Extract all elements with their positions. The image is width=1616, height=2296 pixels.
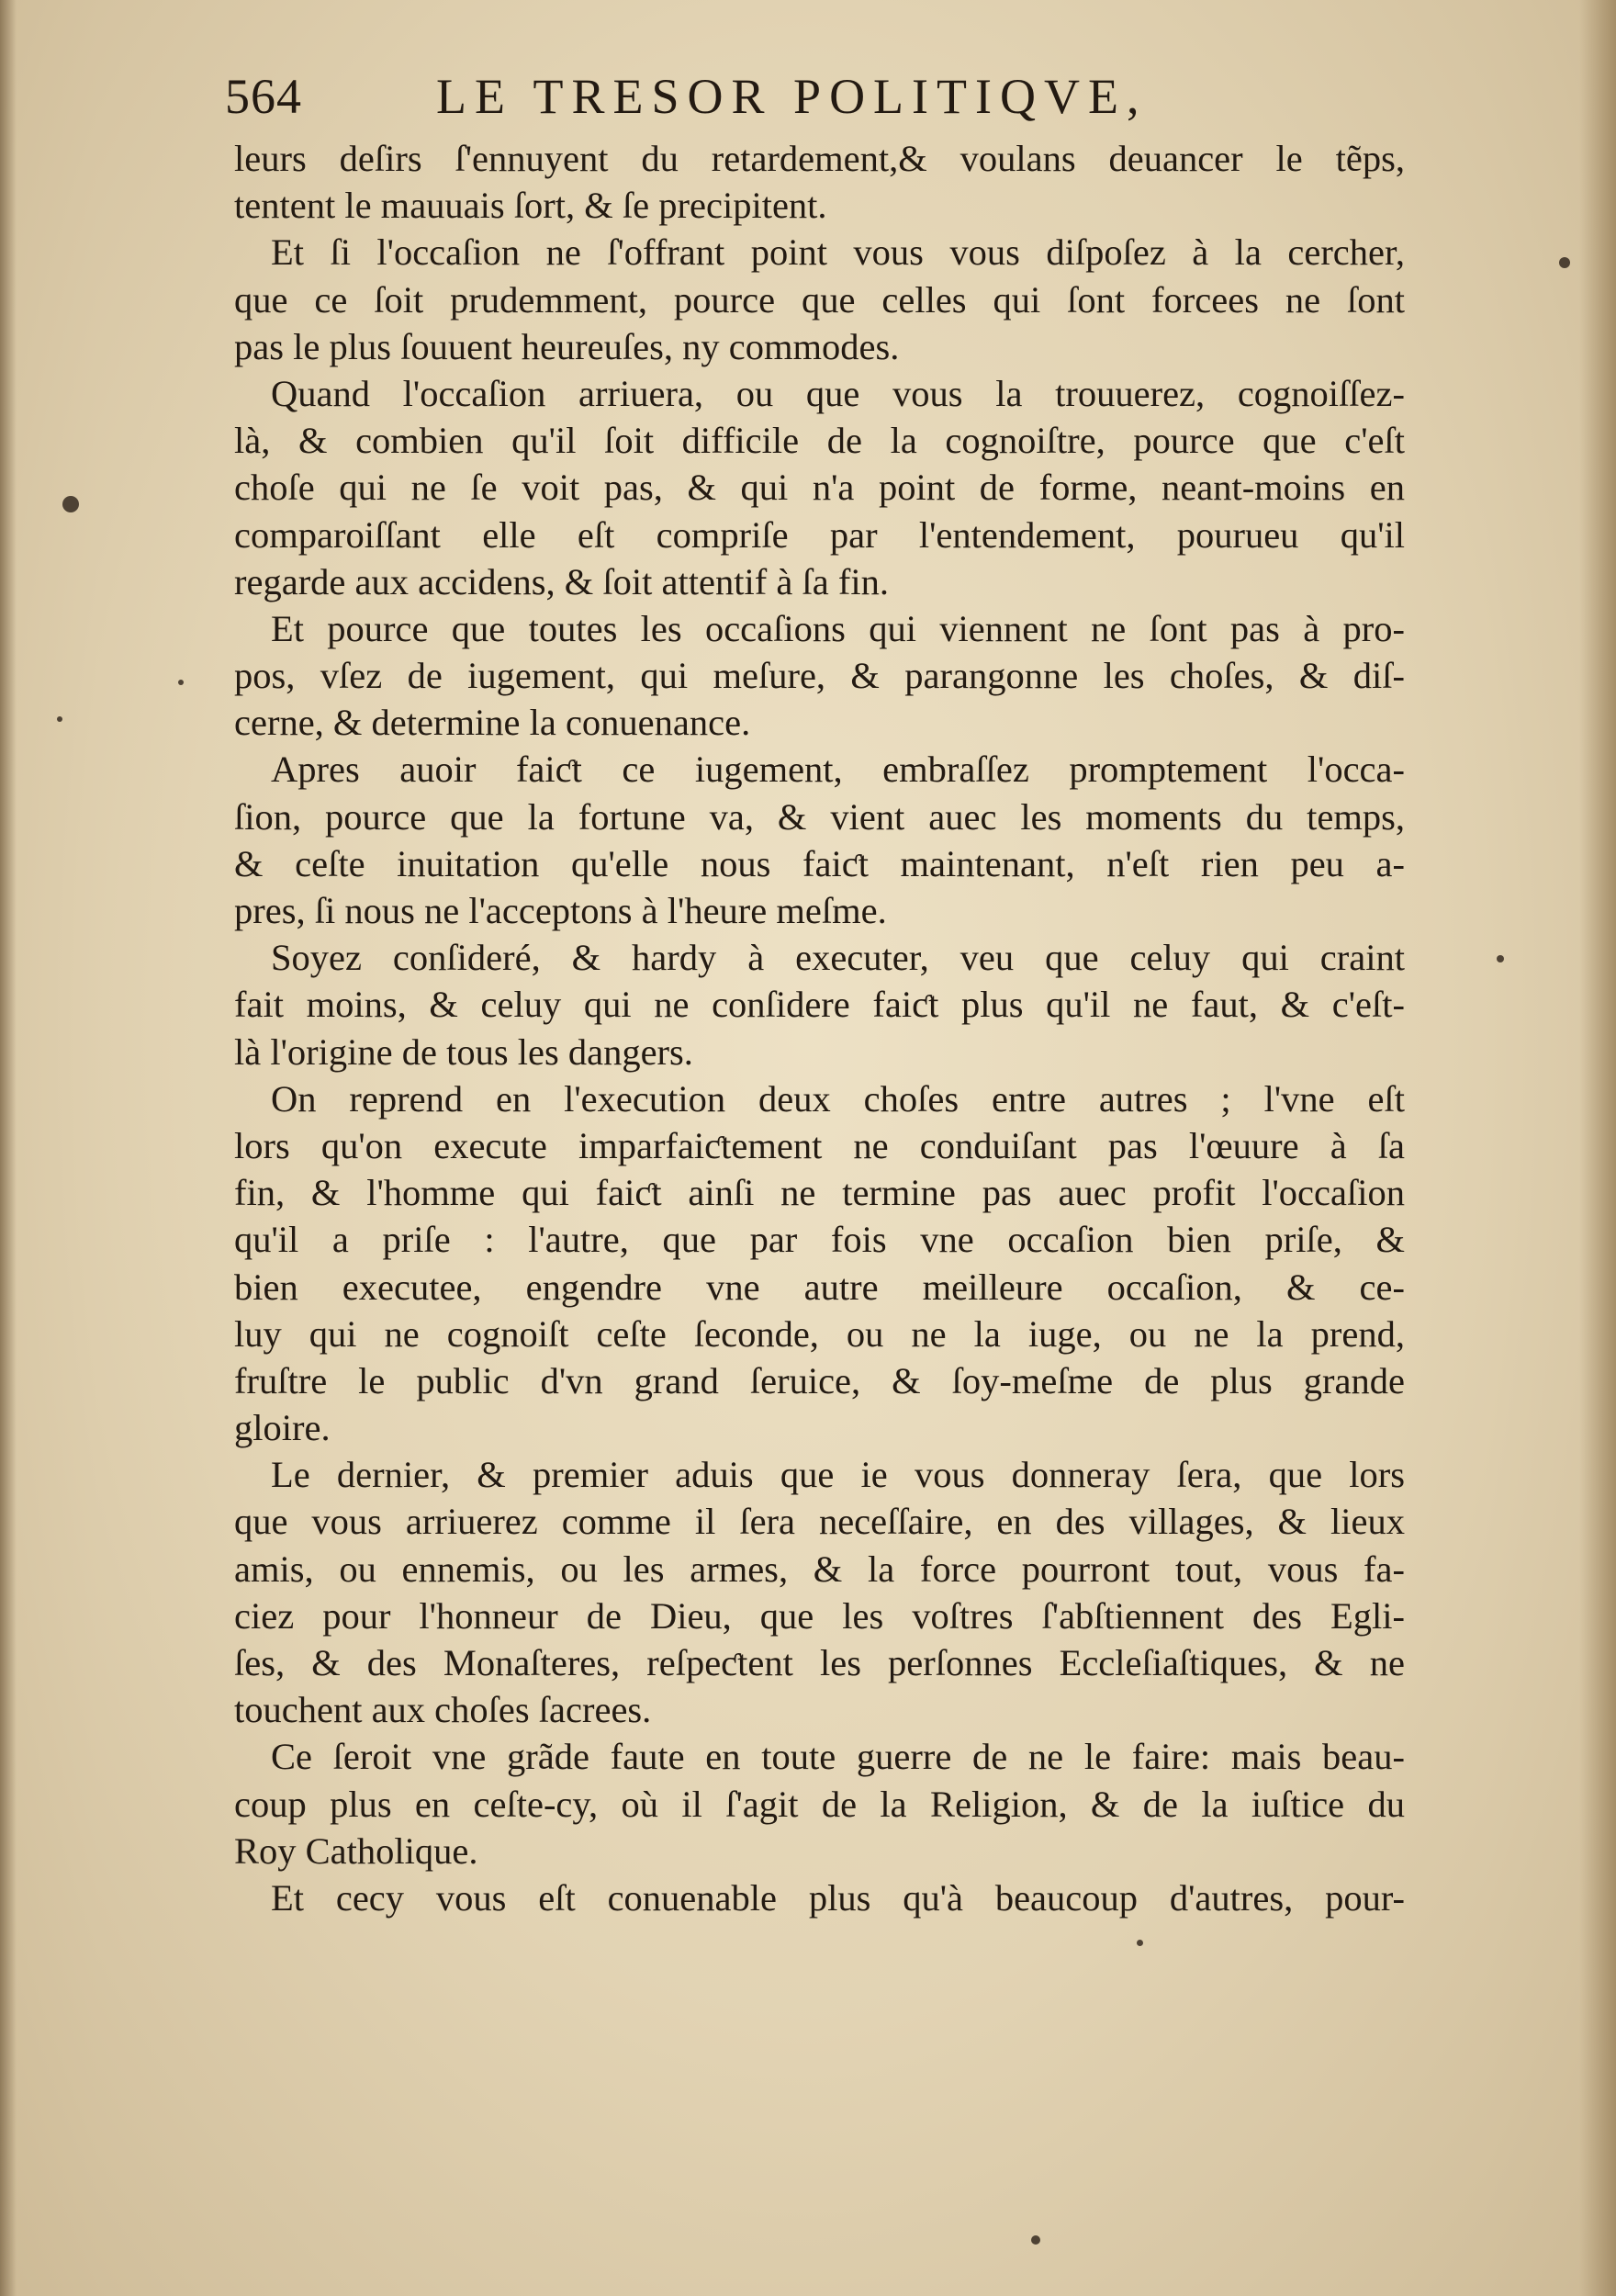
text-line: fait moins, & celuy qui ne conſidere faiƈt plus qu'il ne faut, & c'eſt-: [234, 984, 1405, 1026]
text-line: là, & combien qu'il ſoit difficile de la cognoiſtre, pource que c'eſt: [234, 420, 1405, 462]
text-line: Et pource que toutes les occaſions qui viennent ne ſont pas à pro-: [271, 607, 1405, 649]
text-line: cerne, & determine la conuenance.: [234, 702, 751, 744]
paragraph: [234, 746, 1405, 934]
text-line: qu'il a priſe : l'autre, que par fois vne occaſion bien priſe, &: [234, 1219, 1405, 1261]
text-line: pos, vſez de iugement, qui meſure, & parangonne les choſes, & diſ-: [234, 655, 1405, 697]
ink-speck: [1559, 257, 1570, 268]
paragraph: [234, 1874, 1405, 1921]
text-line: pres, ſi nous ne l'acceptons à l'heure meſme.: [234, 890, 887, 931]
paragraph: [234, 1451, 1405, 1733]
paragraph: [234, 605, 1405, 747]
text-line: pas le plus ſouuent heureuſes, ny commodes.: [234, 325, 900, 367]
paragraph: [234, 934, 1405, 1075]
text-line: On reprend en l'execution deux choſes entre autres ; l'vne eſt: [271, 1077, 1405, 1120]
text-line: touchent aux choſes ſacrees.: [234, 1689, 652, 1731]
text-line: Le dernier, & premier aduis que ie vous donneray ſera, que lors: [271, 1454, 1405, 1496]
text-line: coup plus en ceſte-cy, où il ſ'agit de la Religion, & de la iuſtice du: [234, 1783, 1405, 1825]
text-line: Et cecy vous eſt conuenable plus qu'à beaucoup d'autres, pour-: [271, 1876, 1405, 1919]
body-text: [234, 135, 1405, 1921]
text-line: ſion, pource que la fortune va, & vient auec les moments du temps,: [234, 795, 1405, 838]
ink-speck: [178, 680, 184, 685]
paragraph: [234, 370, 1405, 605]
text-line: là l'origine de tous les dangers.: [234, 1030, 693, 1073]
text-line: comparoiſſant elle eſt compriſe par l'entendement, pourueu qu'il: [234, 513, 1405, 556]
text-line: luy qui ne cognoiſt ceſte ſeconde, ou ne la iuge, ou ne la prend,: [234, 1312, 1405, 1355]
text-line: tentent le mauuais ſort, & ſe precipitent.: [234, 185, 827, 227]
paragraph: [234, 135, 1405, 229]
paragraph: [234, 1075, 1405, 1452]
ink-speck: [57, 716, 62, 722]
text-line: Soyez conſideré, & hardy à executer, veu que celuy qui craint: [271, 937, 1405, 979]
text-line: gloire.: [234, 1407, 331, 1449]
text-line: amis, ou ennemis, ou les armes, & la force pourront tout, vous fa-: [234, 1548, 1405, 1590]
text-line: regarde aux accidens, & ſoit attentif à ſa fin.: [234, 560, 889, 602]
paragraph: [234, 1733, 1405, 1874]
text-line: que vous arriuerez comme il ſera neceſſaire, en des villages, & lieux: [234, 1501, 1405, 1543]
text-line: Roy Catholique.: [234, 1829, 478, 1872]
page-right-shadow: [1579, 0, 1616, 2296]
text-line: Quand l'occaſion arriuera, ou que vous la trouuerez, cognoiſſez-: [271, 372, 1405, 414]
text-line: Et ſi l'occaſion ne ſ'offrant point vous vous diſpoſez à la cercher,: [271, 231, 1405, 274]
ink-speck: [62, 496, 79, 512]
text-line: ſes, & des Monaſteres, reſpeƈtent les perſonnes Eccleſiaſtiques, & ne: [234, 1642, 1405, 1683]
text-line: & ceſte inuitation qu'elle nous faiƈt maintenant, n'eſt rien peu a-: [234, 842, 1405, 884]
page-left-shadow: [0, 0, 17, 2296]
text-line: Apres auoir faiƈt ce iugement, embraſſez promptement l'occa-: [271, 748, 1405, 791]
text-line: lors qu'on execute imparfaiƈtement ne conduiſant pas l'œuure à ſa: [234, 1124, 1405, 1166]
page-number: 564: [225, 69, 302, 124]
ink-speck: [1137, 1940, 1143, 1946]
text-line: bien executee, engendre vne autre meilleure occaſion, & ce-: [234, 1266, 1405, 1308]
text-line: choſe qui ne ſe voit pas, & qui n'a point de forme, neant-moins en: [234, 467, 1405, 509]
text-line: fruſtre le public d'vn grand ſeruice, & ſoy-meſme de plus grande: [234, 1359, 1405, 1401]
ink-speck: [1031, 2235, 1040, 2245]
text-line: leurs deſirs ſ'ennuyent du retardement,& voulans deuancer le tẽps,: [234, 138, 1405, 179]
paragraph: [234, 229, 1405, 370]
running-title: LE TRESOR POLITIQVE,: [436, 69, 1148, 124]
text-line: ciez pour l'honneur de Dieu, que les voſtres ſ'abſtiennent des Egli-: [234, 1594, 1405, 1637]
ink-speck: [1497, 955, 1504, 962]
text-line: fin, & l'homme qui faiƈt ainſi ne termine pas auec profit l'occaſion: [234, 1172, 1405, 1214]
text-line: que ce ſoit prudemment, pource que celles qui ſont forcees ne ſont: [234, 278, 1405, 321]
page-header: [225, 64, 1419, 129]
text-line: Ce ſeroit vne grãde faute en toute guerre de ne le faire: mais beau-: [271, 1736, 1405, 1778]
